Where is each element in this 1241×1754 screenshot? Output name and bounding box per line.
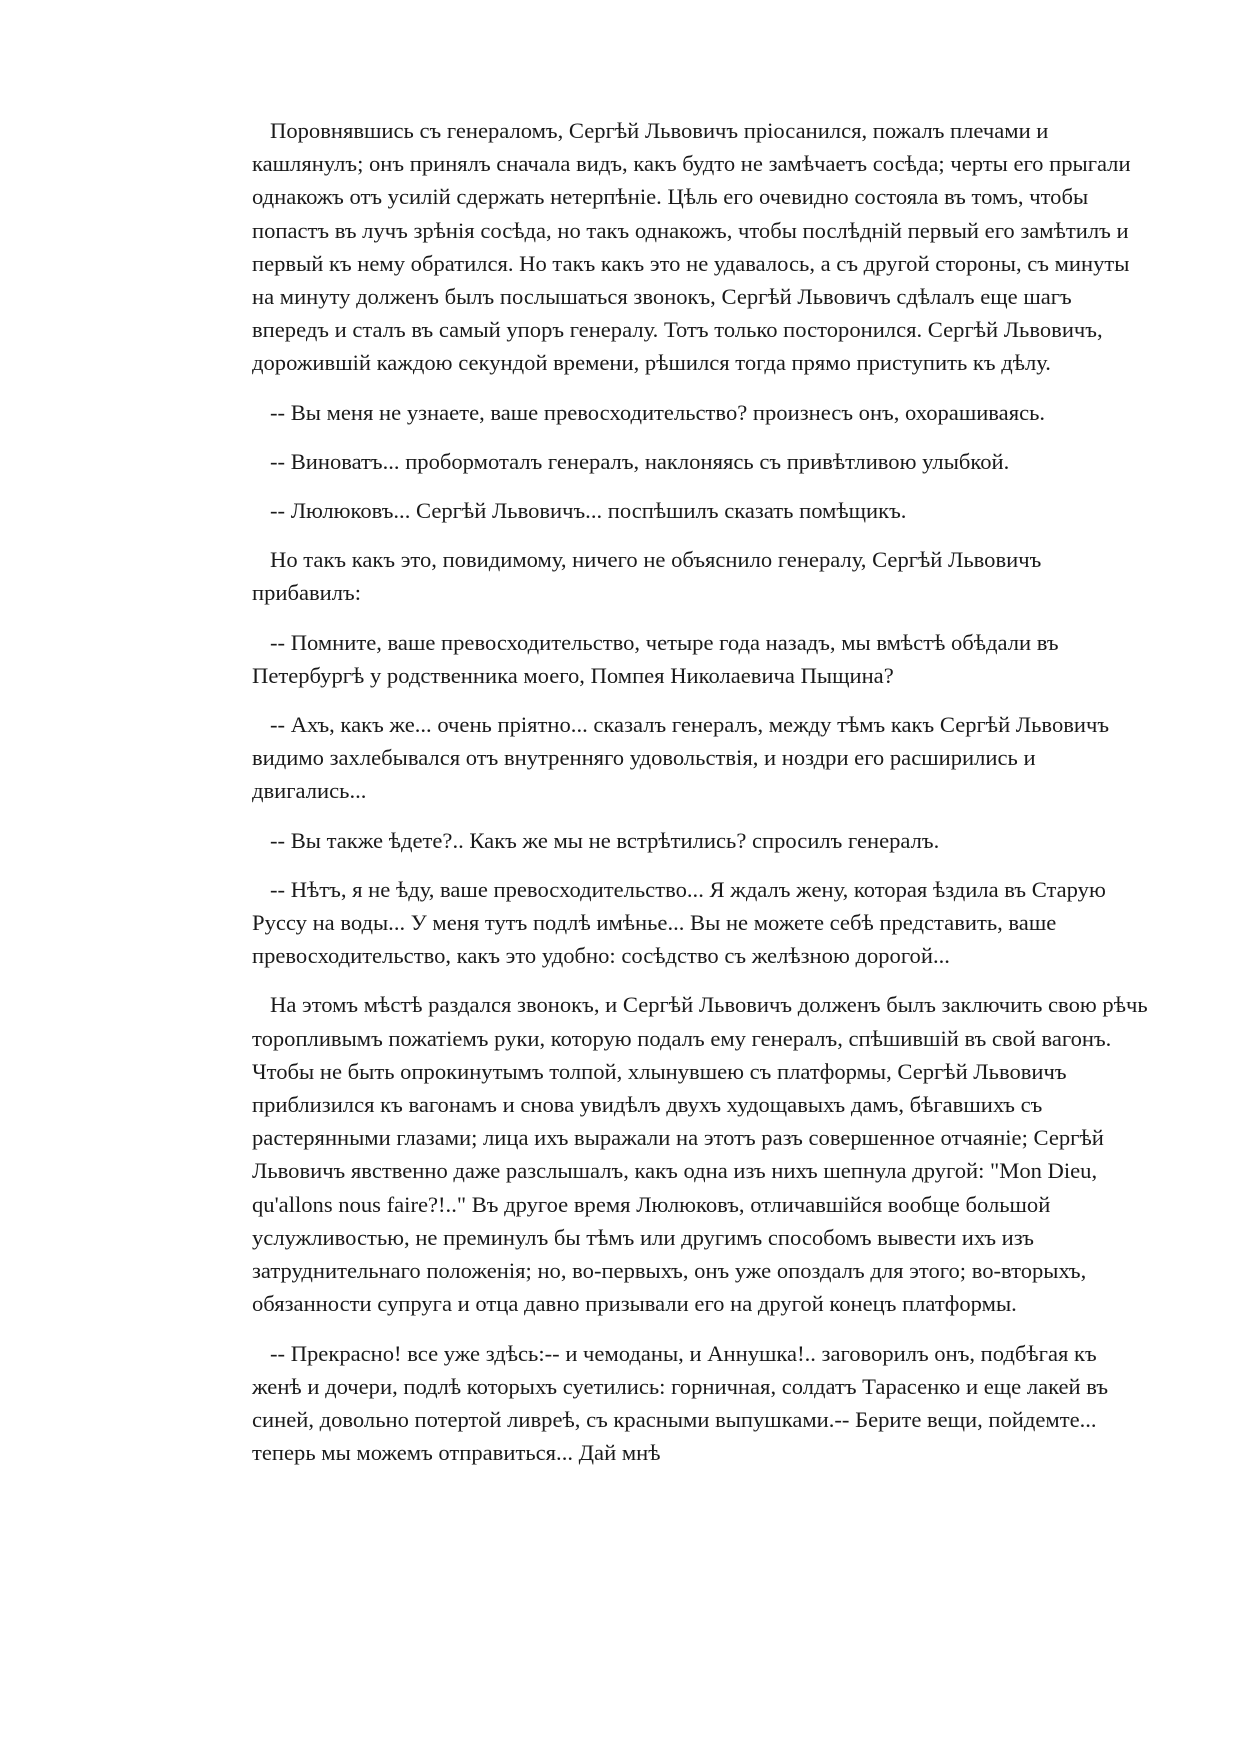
paragraph-8: -- Вы также ѣдете?.. Какъ же мы не встрѣтились? спросилъ генералъ. <box>270 827 940 853</box>
paragraph-6: -- Помните, ваше превосходительство, четыре года назадъ, мы вмѣстѣ обѣдали въ Петербургѣ у родственника моего, Помпея Николаевича Пыщина? <box>252 629 1059 688</box>
paragraph-3: -- Виноватъ... пробормоталъ генералъ, наклоняясь съ привѣтливою улыбкой. <box>270 448 1010 474</box>
paragraph-7: -- Ахъ, какъ же... очень пріятно... сказалъ генералъ, между тѣмъ какъ Сергѣй Львовичъ видимо захлебывался отъ внутренняго удовольствія, и ноздри его расширились и двигались... <box>252 712 1110 804</box>
paragraph-1: Поровнявшись съ генераломъ, Сергѣй Львовичъ пріосанился, пожалъ плечами и кашлянулъ; онъ принялъ сначала видъ, какъ будто не замѣчаетъ сосѣда; черты его прыгали однакожъ отъ усилій сдержать нетерпѣніе. Цѣль его очевидно состояла въ томъ, чтобы попастъ въ лучъ зрѣнія сосѣда, но такъ однакожъ, чтобы послѣдній первый его замѣтилъ и первый къ нему обратился. Но такъ какъ это не удавалось, а съ другой стороны, съ минуты на минуту долженъ былъ послышаться звонокъ, Сергѣй Львовичъ сдѣлалъ еще шагъ впередъ и сталъ въ самый упоръ генералу. Тотъ только посторонился. Сергѣй Львовичъ, дорожившій каждою секундой времени, рѣшился тогда прямо приступить къ дѣлу. <box>252 118 1131 376</box>
paragraph-2: -- Вы меня не узнаете, ваше превосходительство? произнесъ онъ, охорашиваясь. <box>270 399 1046 425</box>
paragraph-5: Но такъ какъ это, повидимому, ничего не объяснило генералу, Сергѣй Львовичъ прибавилъ: <box>252 547 1042 606</box>
paragraph-11: -- Прекрасно! все уже здѣсь:-- и чемоданы, и Аннушка!.. заговорилъ онъ, подбѣгая къ женѣ и дочери, подлѣ которыхъ суетились: горничная, солдатъ Тарасенко и еще лакей въ синей, довольно потертой ливреѣ, съ красными выпушками.-- Берите вещи, пойдемте... теперь мы можемъ отправиться... Дай мнѣ <box>252 1340 1109 1466</box>
paragraph-4: -- Люлюковъ... Сергѣй Львовичъ... поспѣшилъ сказать помѣщикъ. <box>270 498 907 524</box>
paragraph-9: -- Нѣтъ, я не ѣду, ваше превосходительство... Я ждалъ жену, которая ѣздила въ Старую Руссу на воды... У меня тутъ подлѣ имѣнье... Вы не можете себѣ представить, ваше превосходительство, какъ это удобно: сосѣдство съ желѣзною дорогой... <box>252 876 1106 969</box>
paragraph-10: На этомъ мѣстѣ раздался звонокъ, и Сергѣй Львовичъ долженъ былъ заключить свою рѣчь торопливымъ пожатіемъ руки, которую подалъ ему генералъ, спѣшившій въ свой вагонъ. Чтобы не быть опрокинутымъ толпой, хлынувшею съ платформы, Сергѣй Львовичъ приблизился къ вагонамъ и снова увидѣлъ двухъ худощавыхъ дамъ, бѣгавшихъ съ растерянными глазами; лица ихъ выражали на этотъ разъ совершенное отчаяніе; Сергѣй Львовичъ явственно даже разслышалъ, какъ одна изъ нихъ шепнула другой: "Mon Dieu, qu'allons nous faire?!.." Въ другое время Люлюковъ, отличавшійся вообще большой услужливостью, не преминулъ бы тѣмъ или другимъ способомъ вывести ихъ изъ затруднительнаго положенія; но, во-первыхъ, онъ уже опоздалъ для этого; во-вторыхъ, обязанности супруга и отца давно призывали его на другой конецъ платформы. <box>252 992 1148 1317</box>
text-body <box>252 114 1152 1485</box>
